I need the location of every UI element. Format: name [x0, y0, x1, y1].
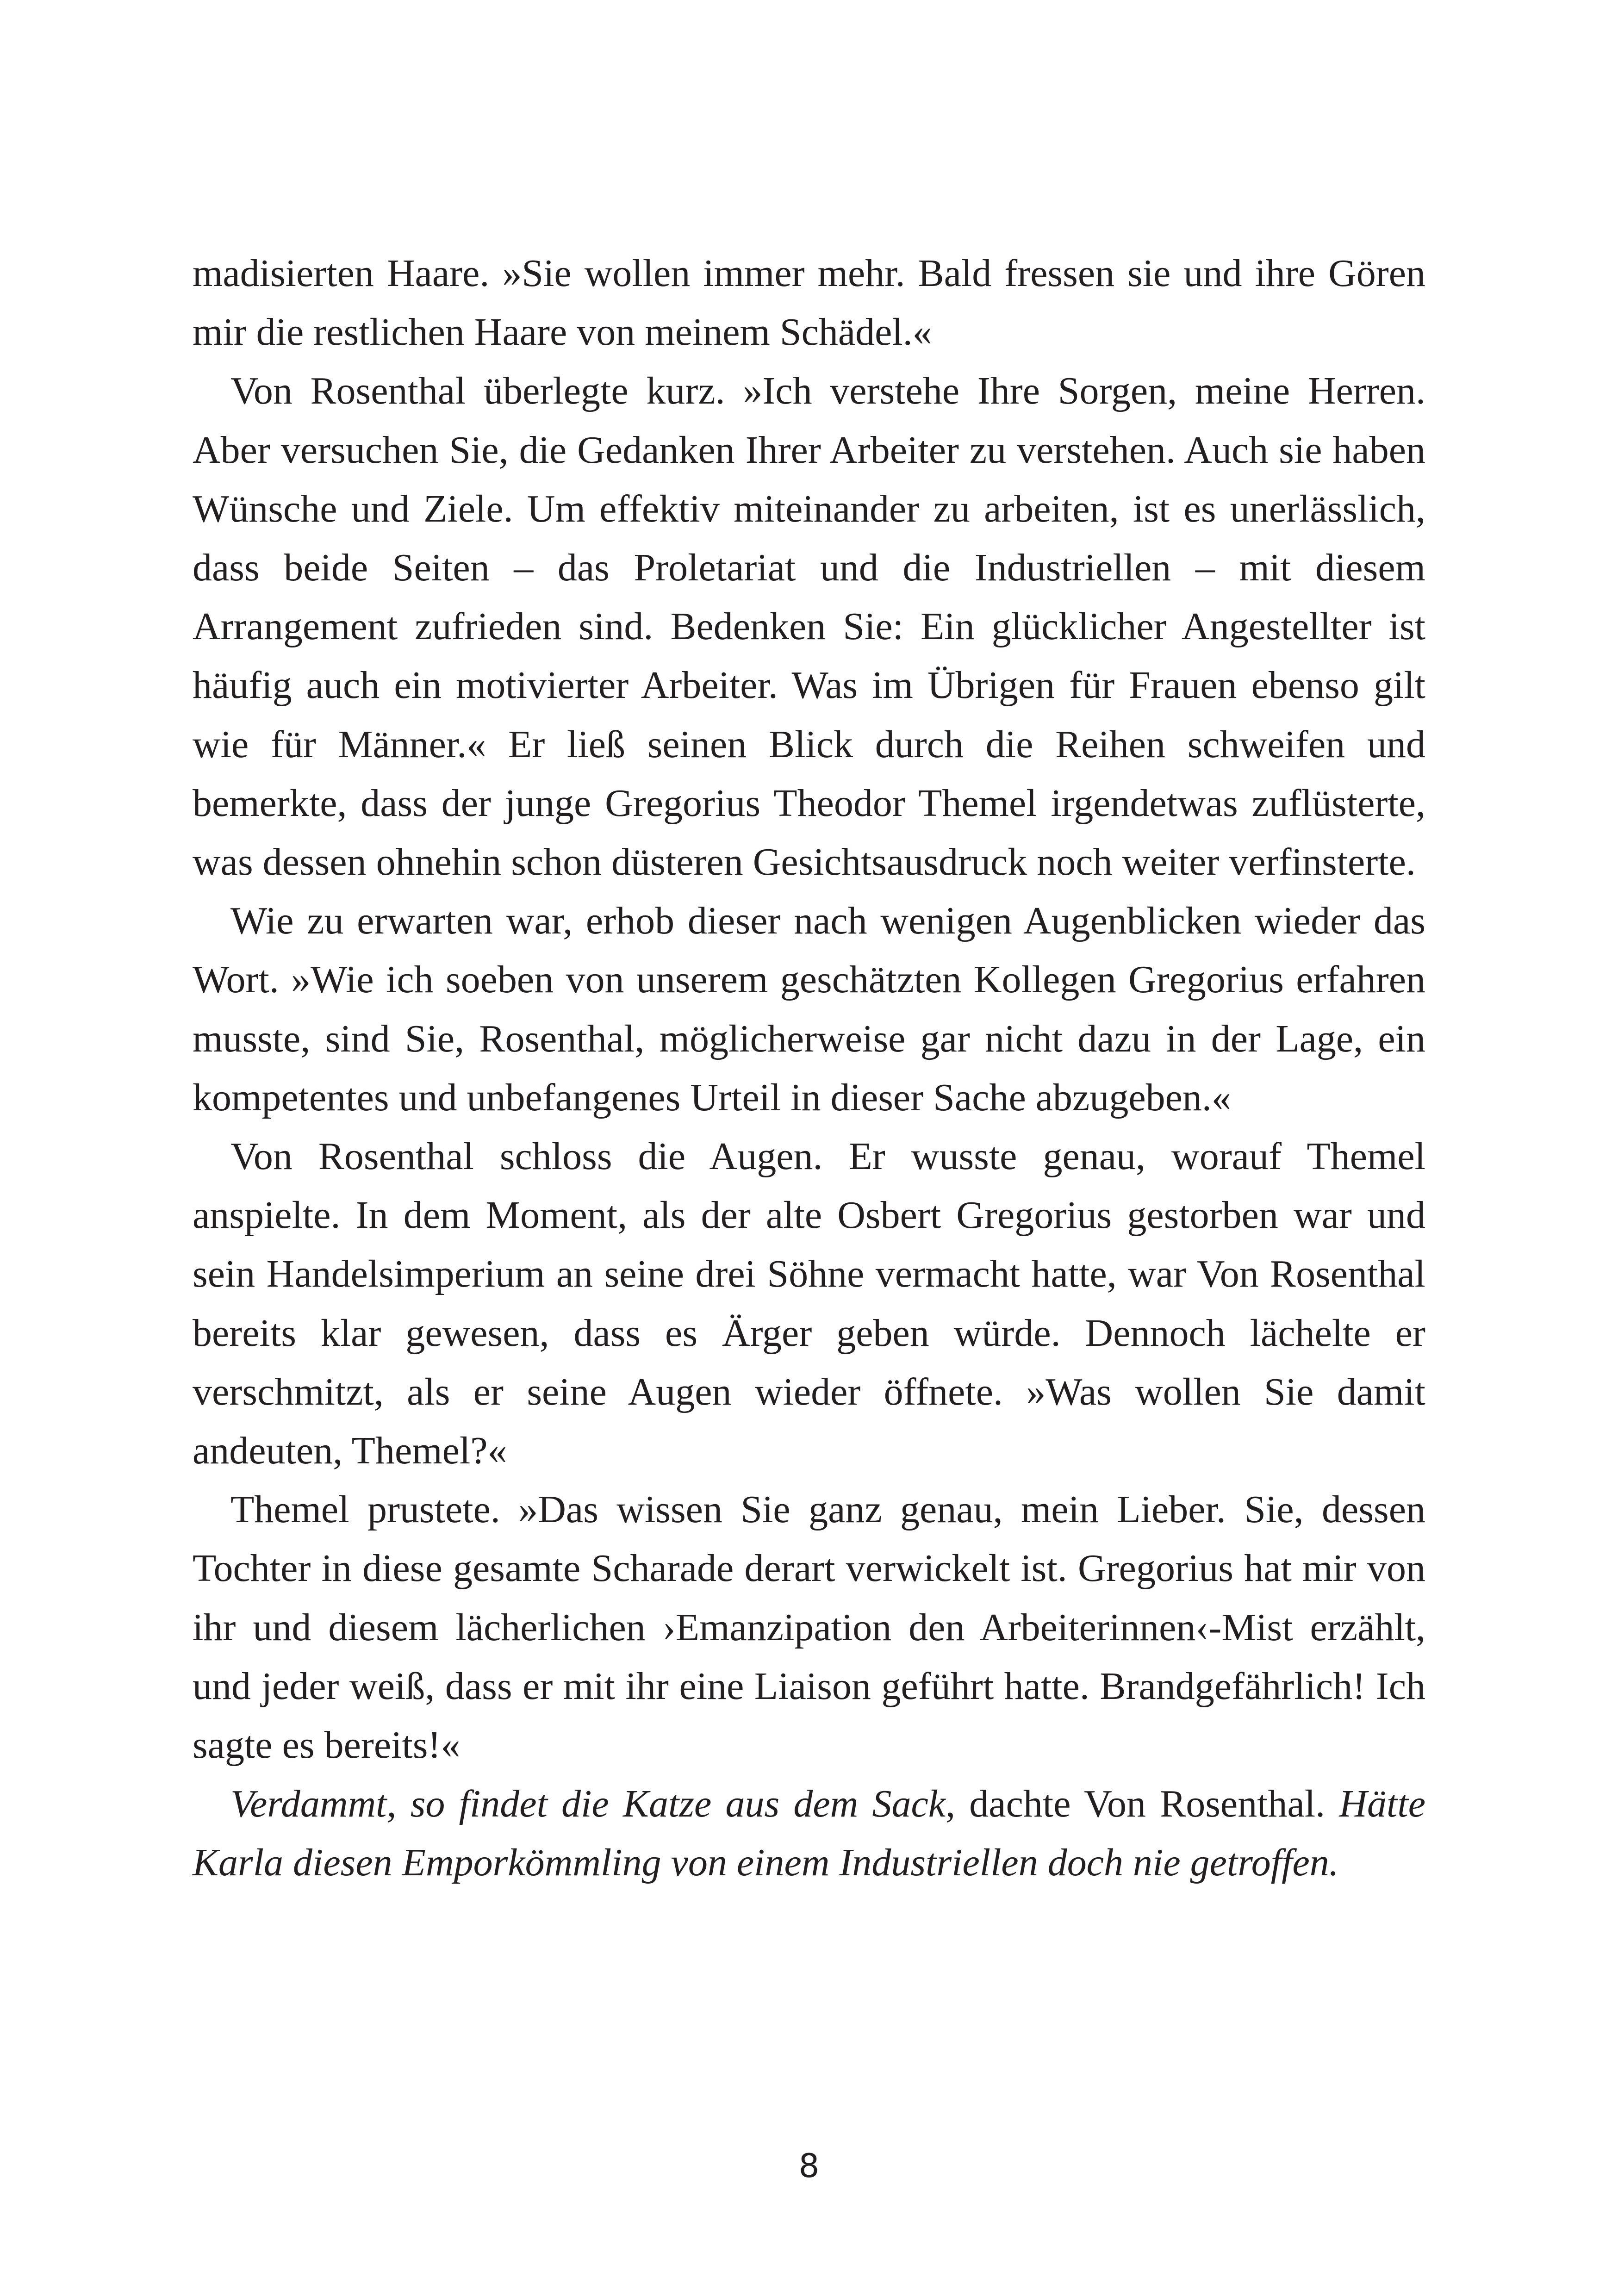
body-text	[193, 244, 1425, 1892]
paragraph-2	[193, 361, 1425, 891]
paragraph-4	[193, 1127, 1425, 1480]
italic-thought-2: Hätte Karla diesen Emporkömmling von einem Industriellen doch nie getroffen.	[193, 1782, 1425, 1885]
paragraph-6	[193, 1774, 1425, 1892]
paragraph-1	[193, 244, 1425, 361]
paragraph-text: Wie zu erwarten war, erhob dieser nach wenigen Augenblicken wieder das Wort. »Wie ich soeben von unserem geschätzten Kollegen Gregorius erfahren musste, sind Sie, Rosenthal, möglicherweise gar nicht dazu in der Lage, ein kompetentes und unbefangenes Urteil in dieser Sache abzugeben.«	[193, 899, 1425, 1119]
paragraph-5	[193, 1480, 1425, 1774]
paragraph-text: Von Rosenthal überlegte kurz. »Ich verstehe Ihre Sorgen, meine Herren. Aber versuchen Sie, die Gedanken Ihrer Arbeiter zu verstehen. Auch sie haben Wünsche und Ziele. Um effektiv miteinander zu arbeiten, ist es unerlässlich, dass beide Seiten – das Proletariat und die Industriellen – mit diesem Arrangement zufrieden sind. Bedenken Sie: Ein glücklicher Angestellter ist häufig auch ein motivierter Arbeiter. Was im Übrigen für Frauen ebenso gilt wie für Männer.« Er ließ seinen Blick durch die Reihen schweifen und bemerkte, dass der junge Gregorius Theodor Themel irgendetwas zuflüsterte, was dessen ohnehin schon düsteren Gesichtsausdruck noch weiter verfinsterte.	[193, 369, 1425, 884]
italic-thought-1: Verdammt, so findet die Katze aus dem Sack	[230, 1782, 946, 1826]
paragraph-text: , dachte Von Rosenthal.	[946, 1782, 1339, 1826]
paragraph-text: Von Rosenthal schloss die Augen. Er wusste genau, worauf Themel anspielte. In dem Moment, als der alte Osbert Gregorius gestorben war und sein Handelsimperium an seine drei Söhne vermacht hatte, war Von Rosenthal bereits klar gewesen, dass es Ärger geben würde. Dennoch lächelte er verschmitzt, als er seine Augen wieder öffnete. »Was wollen Sie damit andeuten, Themel?«	[193, 1135, 1425, 1473]
paragraph-3	[193, 891, 1425, 1127]
page-number: 8	[798, 2147, 820, 2185]
paragraph-text: Themel prustete. »Das wissen Sie ganz genau, mein Lieber. Sie, dessen Tochter in diese gesamte Scharade derart verwickelt ist. Gregorius hat mir von ihr und diesem lächerlichen ›Emanzipation den Arbeiterinnen‹-Mist erzählt, und jeder weiß, dass er mit ihr eine Liaison geführt hatte. Brandgefährlich! Ich sagte es bereits!«	[193, 1488, 1425, 1767]
paragraph-text: madisierten Haare. »Sie wollen immer mehr. Bald fressen sie und ihre Gören mir die restlichen Haare von meinem Schädel.«	[193, 252, 1425, 354]
